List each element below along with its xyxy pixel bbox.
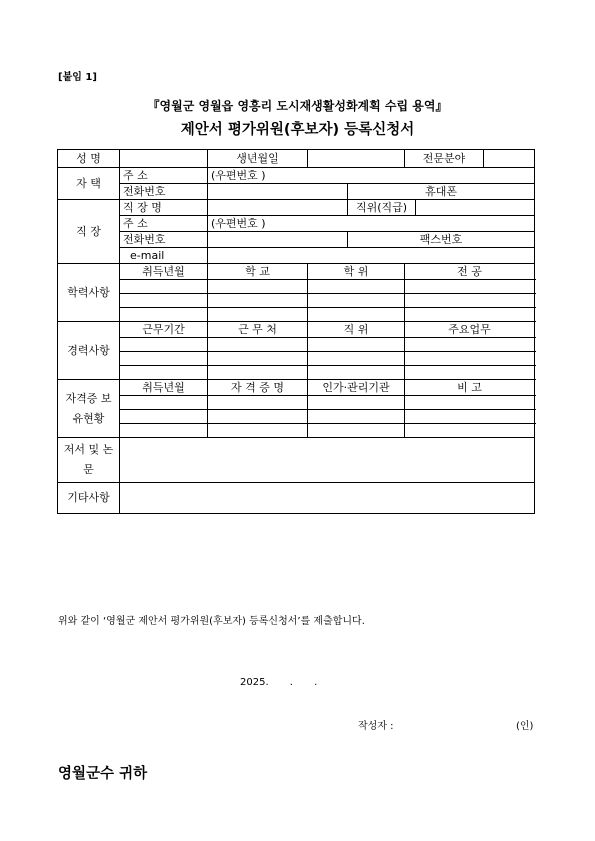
career-cell[interactable] (405, 338, 535, 352)
education-cell[interactable] (308, 308, 405, 322)
home-postcode-hint: (우편번호 ) (211, 169, 266, 182)
submission-date: 2025. . . (240, 677, 318, 688)
field-input[interactable] (484, 150, 534, 167)
home-address-label: 주 소 (120, 168, 208, 184)
license-cell[interactable] (405, 424, 535, 438)
license-cell[interactable] (405, 410, 535, 424)
career-cell[interactable] (405, 366, 535, 380)
education-cell[interactable] (308, 294, 405, 308)
education-cell[interactable] (120, 308, 208, 322)
work-email-label: e-mail (120, 248, 208, 264)
work-postcode-hint: (우편번호 ) (211, 217, 266, 230)
education-cell[interactable] (120, 280, 208, 294)
home-label: 자 택 (58, 168, 120, 200)
field-label: 전문분야 (405, 150, 484, 167)
work-address-label: 주 소 (120, 216, 208, 232)
home-mobile-label: 휴대폰 (348, 184, 535, 200)
submission-statement: 위와 같이 ‘영월군 제안서 평가위원(후보자) 등록신청서’를 제출합니다. (58, 616, 365, 627)
license-cell[interactable] (208, 424, 308, 438)
license-col-name: 자 격 증 명 (208, 380, 308, 396)
work-position-field[interactable] (416, 200, 534, 215)
career-cell[interactable] (120, 352, 208, 366)
writer-label: 작성자 : (358, 721, 394, 732)
etc-label: 기타사항 (58, 483, 120, 514)
license-cell[interactable] (308, 396, 405, 410)
home-phone-field[interactable] (208, 184, 348, 200)
career-col-period: 근무기간 (120, 322, 208, 338)
license-cell[interactable] (120, 424, 208, 438)
work-phone-field[interactable] (208, 232, 348, 248)
license-cell[interactable] (208, 410, 308, 424)
career-cell[interactable] (308, 352, 405, 366)
home-address-field[interactable] (208, 168, 535, 184)
education-cell[interactable] (208, 308, 308, 322)
career-col-duties: 주요업무 (405, 322, 535, 338)
education-cell[interactable] (308, 280, 405, 294)
career-cell[interactable] (208, 352, 308, 366)
career-cell[interactable] (308, 338, 405, 352)
name-label: 성 명 (58, 150, 120, 168)
career-col-workplace: 근 무 처 (208, 322, 308, 338)
education-cell[interactable] (405, 294, 535, 308)
registration-form-table (57, 149, 535, 514)
education-cell[interactable] (208, 294, 308, 308)
birth-field[interactable] (308, 150, 405, 168)
publications-label: 저서 및 논문 (58, 438, 120, 483)
home-phone-label: 전화번호 (120, 184, 208, 200)
work-company-field[interactable] (208, 200, 348, 216)
education-col-degree: 학 위 (308, 264, 405, 280)
education-col-school: 학 교 (208, 264, 308, 280)
license-cell[interactable] (308, 424, 405, 438)
license-cell[interactable] (308, 410, 405, 424)
form-title-project: 『영월군 영월읍 영흥리 도시재생활성화계획 수립 용역』 (147, 99, 448, 113)
etc-field[interactable] (120, 483, 535, 514)
name-field[interactable] (120, 150, 208, 168)
recipient: 영월군수 귀하 (58, 766, 148, 782)
license-col-agency: 인가·관리기관 (308, 380, 405, 396)
work-position-label: 직위(직급) (348, 200, 416, 215)
career-label: 경력사항 (58, 322, 120, 380)
education-cell[interactable] (208, 280, 308, 294)
work-address-field[interactable] (208, 216, 535, 232)
work-phone-label: 전화번호 (120, 232, 208, 248)
license-cell[interactable] (208, 396, 308, 410)
work-fax-label: 팩스번호 (348, 232, 535, 248)
career-cell[interactable] (208, 338, 308, 352)
work-label: 직 장 (58, 200, 120, 264)
education-cell[interactable] (405, 280, 535, 294)
license-col-note: 비 고 (405, 380, 535, 396)
birth-label: 생년월일 (208, 150, 308, 168)
education-cell[interactable] (405, 308, 535, 322)
license-cell[interactable] (120, 396, 208, 410)
career-cell[interactable] (120, 366, 208, 380)
seal-label: (인) (516, 721, 534, 732)
work-email-field[interactable] (208, 248, 535, 264)
education-col-date: 취득년월 (120, 264, 208, 280)
career-cell[interactable] (120, 338, 208, 352)
license-cell[interactable] (120, 410, 208, 424)
license-label: 자격증 보유현황 (58, 380, 120, 438)
form-title: 제안서 평가위원(후보자) 등록신청서 (180, 122, 415, 138)
career-col-position: 직 위 (308, 322, 405, 338)
publications-field[interactable] (120, 438, 535, 483)
license-col-date: 취득년월 (120, 380, 208, 396)
work-company-label: 직 장 명 (120, 200, 208, 216)
education-col-major: 전 공 (405, 264, 535, 280)
attachment-label: [붙임 1] (58, 72, 97, 83)
education-cell[interactable] (120, 294, 208, 308)
career-cell[interactable] (405, 352, 535, 366)
career-cell[interactable] (308, 366, 405, 380)
career-cell[interactable] (208, 366, 308, 380)
license-cell[interactable] (405, 396, 535, 410)
education-label: 학력사항 (58, 264, 120, 322)
